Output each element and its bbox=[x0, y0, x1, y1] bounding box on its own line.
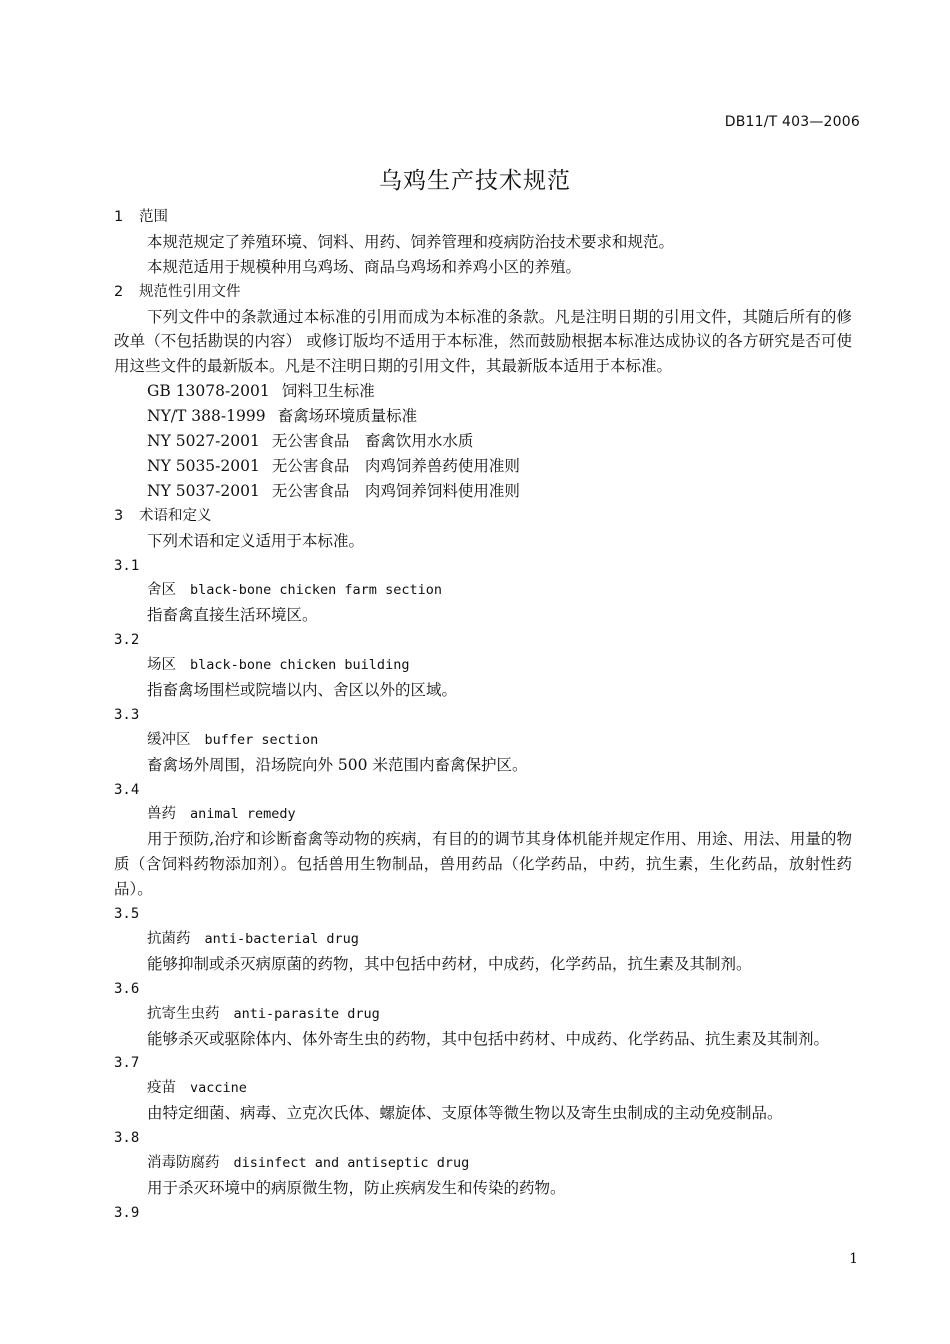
term-zh: 兽药 bbox=[147, 806, 176, 823]
term-entry bbox=[114, 1151, 852, 1176]
term-definition: 能够杀灭或驱除体内、体外寄生虫的药物，其中包括中药材、中成药、化学药品、抗生素及其制剂。 bbox=[147, 1029, 830, 1048]
term-en: disinfect and antiseptic drug bbox=[233, 1155, 470, 1172]
reference-item bbox=[114, 479, 852, 504]
paragraph: 下列文件中的条款通过本标准的引用而成为本标准的条款。凡是注明日期的引用文件，其随后所有的修改单（不包括勘误的内容） 或修订版均不适用于本标准，然而鼓励根据本标准达成协议的各方研究是否可使用这些文件的最新版本。凡是不注明日期的引用文件，其最新版本适用于本标准。 bbox=[114, 307, 852, 376]
reference-name: 畜禽场环境质量标准 bbox=[277, 407, 418, 426]
reference-name: 饲料卫生标准 bbox=[281, 382, 375, 401]
term-en: vaccine bbox=[190, 1080, 247, 1097]
clause-number: 3.1 bbox=[114, 557, 140, 574]
section-title: 术语和定义 bbox=[139, 507, 212, 524]
clause-number: 3.8 bbox=[114, 1130, 140, 1147]
document-body bbox=[114, 205, 852, 1226]
clause-number: 3.7 bbox=[114, 1055, 140, 1072]
term-zh: 抗菌药 bbox=[147, 930, 191, 947]
reference-code: NY 5027-2001 bbox=[147, 432, 260, 451]
term-en: black-bone chicken building bbox=[190, 657, 410, 674]
term-definition: 指畜禽直接生活环境区。 bbox=[147, 606, 318, 625]
section-heading-terms bbox=[114, 504, 852, 529]
term-entry bbox=[114, 802, 852, 827]
reference-code: NY 5035-2001 bbox=[147, 456, 260, 475]
paragraph: 下列术语和定义适用于本标准。 bbox=[147, 531, 365, 550]
section-number: 3 bbox=[114, 507, 124, 524]
clause-number: 3.9 bbox=[114, 1204, 140, 1221]
term-definition: 由特定细菌、病毒、立克次氏体、螺旋体、支原体等微生物以及寄生虫制成的主动免疫制品。 bbox=[147, 1104, 783, 1123]
term-zh: 缓冲区 bbox=[147, 731, 191, 748]
term-entry bbox=[114, 653, 852, 678]
clause-number: 3.2 bbox=[114, 632, 140, 649]
term-en: anti-bacterial drug bbox=[204, 930, 359, 947]
term-entry bbox=[114, 1002, 852, 1027]
term-definition: 用于杀灭环境中的病原微生物，防止疾病发生和传染的药物。 bbox=[147, 1178, 566, 1197]
term-en: buffer section bbox=[204, 731, 319, 748]
section-number: 2 bbox=[114, 283, 124, 300]
term-entry bbox=[114, 927, 852, 952]
term-zh: 场区 bbox=[147, 657, 176, 674]
section-heading-references bbox=[114, 280, 852, 305]
reference-code: NY/T 388-1999 bbox=[147, 407, 266, 426]
term-zh: 舍区 bbox=[147, 582, 176, 599]
clause-number: 3.4 bbox=[114, 781, 140, 798]
reference-item bbox=[114, 429, 852, 454]
term-definition: 用于预防,治疗和诊断畜禽等动物的疾病，有目的的调节其身体机能并规定作用、用途、用法、用量的物质（含饲料药物添加剂）。包括兽用生物制品，兽用药品（化学药品，中药，抗生素，生化药品，放射性药品）。 bbox=[114, 830, 852, 899]
term-definition: 畜禽场外周围，沿场院向外 500 米范围内畜禽保护区。 bbox=[147, 755, 528, 774]
term-en: black-bone chicken farm section bbox=[190, 582, 442, 599]
reference-code: NY 5037-2001 bbox=[147, 481, 260, 500]
term-entry bbox=[114, 578, 852, 603]
term-en: animal remedy bbox=[190, 806, 296, 823]
reference-item bbox=[114, 404, 852, 429]
section-title: 规范性引用文件 bbox=[139, 283, 241, 300]
page-title: 乌鸡生产技术规范 bbox=[379, 168, 571, 194]
term-entry bbox=[114, 728, 852, 753]
clause-number: 3.6 bbox=[114, 980, 140, 997]
reference-name: 无公害食品 肉鸡饲养饲料使用准则 bbox=[271, 481, 520, 500]
term-entry bbox=[114, 1076, 852, 1101]
section-title: 范围 bbox=[139, 209, 168, 225]
section-number: 1 bbox=[114, 209, 124, 225]
term-en: anti-parasite drug bbox=[233, 1005, 380, 1022]
clause-number: 3.5 bbox=[114, 906, 140, 923]
term-zh: 消毒防腐药 bbox=[147, 1155, 220, 1172]
term-zh: 抗寄生虫药 bbox=[147, 1005, 220, 1022]
reference-name: 无公害食品 肉鸡饲养兽药使用准则 bbox=[271, 456, 520, 475]
reference-item bbox=[114, 454, 852, 479]
document-code: DB11/T 403—2006 bbox=[724, 114, 860, 130]
reference-code: GB 13078-2001 bbox=[147, 382, 270, 401]
paragraph: 本规范适用于规模种用乌鸡场、商品乌鸡场和养鸡小区的养殖。 bbox=[147, 257, 582, 276]
term-definition: 能够抑制或杀灭病原菌的药物，其中包括中药材，中成药，化学药品，抗生素及其制剂。 bbox=[147, 954, 752, 973]
reference-name: 无公害食品 畜禽饮用水水质 bbox=[271, 432, 474, 451]
page-number: 1 bbox=[849, 1251, 858, 1267]
reference-item bbox=[114, 379, 852, 404]
clause-number: 3.3 bbox=[114, 706, 140, 723]
term-zh: 疫苗 bbox=[147, 1080, 176, 1097]
section-heading-scope bbox=[114, 205, 852, 230]
paragraph: 本规范规定了养殖环境、饲料、用药、饲养管理和疫病防治技术要求和规范。 bbox=[147, 232, 675, 251]
term-definition: 指畜禽场围栏或院墙以内、舍区以外的区域。 bbox=[147, 680, 458, 699]
